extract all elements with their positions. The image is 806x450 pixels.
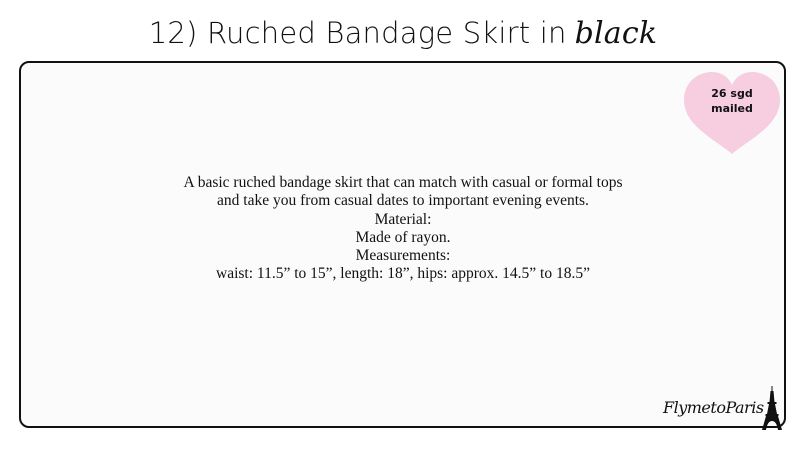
price-shipping: mailed [711, 102, 753, 115]
title-prefix: 12) Ruched Bandage Skirt in [148, 16, 567, 50]
brand-signature: FlymetoParis [663, 398, 764, 417]
eiffel-tower-icon [761, 386, 783, 430]
price-tag [690, 86, 774, 116]
material-heading: Material: [374, 210, 432, 228]
material-value: Made of rayon. [355, 228, 451, 246]
price-amount: 26 sgd [711, 87, 753, 100]
page-title [0, 16, 806, 51]
measurements-heading: Measurements: [355, 247, 451, 265]
measurements-value: waist: 11.5” to 15”, length: 18”, hips: approx. 14.5” to 18.5” [216, 265, 590, 283]
description-line: A basic ruched bandage skirt that can match with casual or formal tops [183, 174, 623, 191]
description-line: and take you from casual dates to important evening events. [217, 192, 589, 210]
product-description [0, 174, 806, 284]
title-script-word: black [574, 16, 658, 51]
